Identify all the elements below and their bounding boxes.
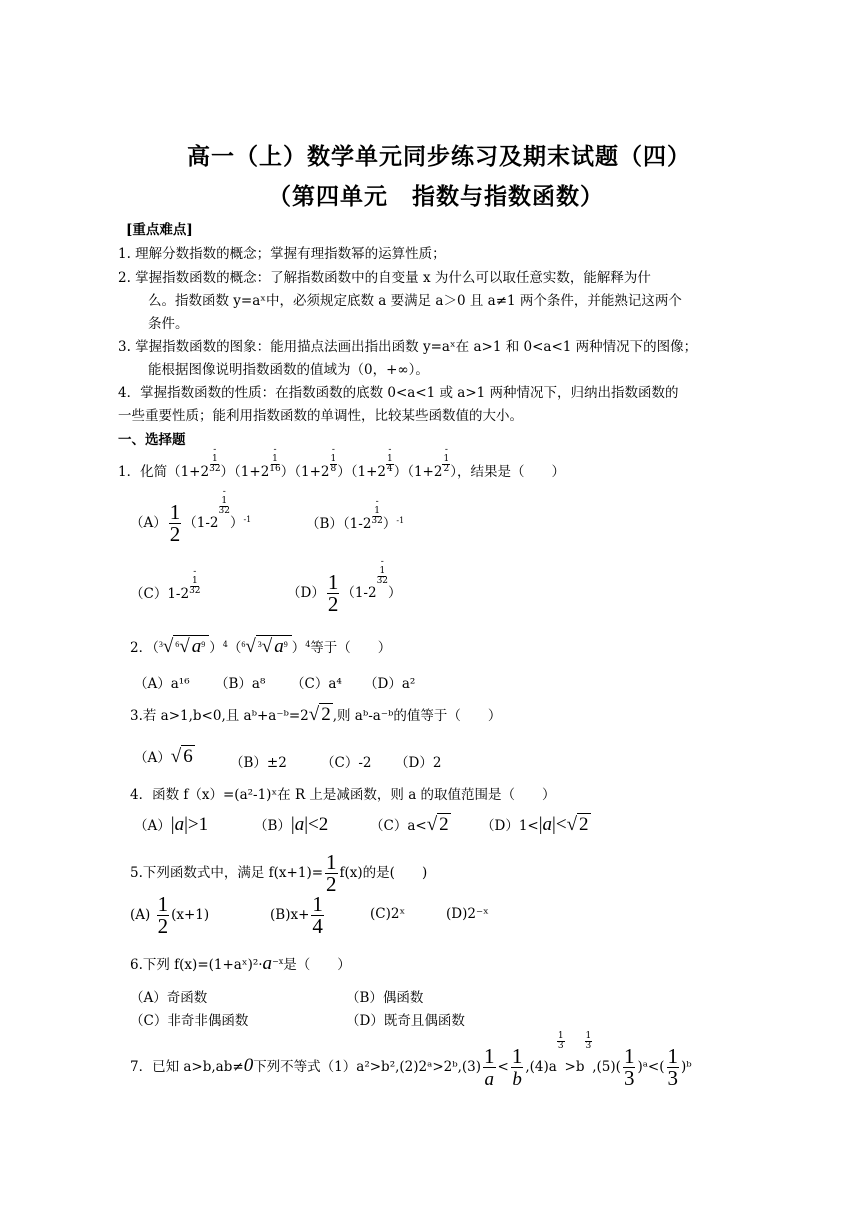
q3-option-d: （D）2: [395, 755, 442, 771]
q2-option-d: （D）a²: [364, 676, 416, 692]
q5-option-d: (D)2⁻ˣ: [446, 906, 489, 922]
key-point-2-end: 条件。: [148, 316, 189, 332]
q5-option-c: (C)2ˣ: [370, 906, 406, 922]
question-5: 5.下列函数式中，满足 f(x+1)= $\frac{1}{2}$ f(x)的是( ): [130, 850, 428, 896]
q5-option-b: (B)x+ $\frac{1}{4}$: [270, 892, 323, 938]
q6-option-b: （B）偶函数: [346, 990, 424, 1006]
page-subtitle: （第四单元 指数与指数函数）: [268, 183, 604, 210]
q6-option-c: （C）非奇非偶函数: [130, 1013, 249, 1029]
question-3: 3.若 a>1,b<0,且 aᵇ+a⁻ᵇ=2√ 2 ,则 aᵇ-a⁻ᵇ的值等于（ ）: [130, 704, 502, 725]
q1-option-c: （C）1-2- 1 32: [130, 567, 201, 602]
q3-option-b: （B）±2: [230, 755, 287, 771]
question-7: 7．已知 a>b,ab≠0下列不等式（1）a²>b²,(2)2ᵃ>2ᵇ,(3) $\frac{1}{a}$ < $\frac{1}{b}$ ,(4)a $\frac{1}{3}$ >b $\frac{1}{3}$ ,(5)( $\frac{1}{3}$ )ᵃ<( $\frac{1}{3}$ )ᵇ: [130, 1031, 692, 1090]
key-point-3: 3. 掌握指数函数的图象：能用描点法画出指出函数 y=aˣ在 a>1 和 0<a<1 两种情况下的图像；: [118, 339, 698, 355]
key-points-heading: [重点难点]: [126, 222, 193, 238]
q1-option-d: （D） $\frac{1}{2}$ （1-2- 1 32 ）: [287, 557, 402, 616]
key-point-4: 4．掌握指数函数的性质：在指数函数的底数 0<a<1 或 a>1 两种情况下，归纳出指数函数的: [118, 385, 679, 401]
q3-option-c: （C）-2: [321, 755, 372, 771]
q3-option-a: （A）√ 6: [134, 746, 193, 767]
q4-option-c: （C）a<√ 2: [370, 814, 449, 835]
q4-option-b: （B）|a|<2: [254, 814, 329, 835]
question-6: 6.下列 $f(x)=(1+aˣ)^2\cdot a^{-x}$是（ ）: [130, 953, 351, 974]
question-4: 4．函数 f（x）=(a²-1)ˣ在 R 上是减函数，则 a 的取值范围是（ ）: [130, 787, 556, 803]
q1-stem-prefix: 1．化简（1+2: [118, 464, 210, 480]
key-point-1: 1. 理解分数指数的概念；掌握有理指数幂的运算性质；: [118, 246, 446, 262]
key-point-2-cont: 么。指数函数 y=aˣ中，必须规定底数 a 要满足 a＞0 且 a≠1 两个条件，并能熟记这两个: [148, 293, 682, 309]
q6-option-a: （A）奇函数: [130, 990, 208, 1006]
key-point-2: 2. 掌握指数函数的概念：了解指数函数中的自变量 x 为什么可以取任意实数，能解释为什: [118, 270, 651, 286]
q4-option-d: （D）1<|a|<√ 2: [481, 814, 589, 835]
q6-option-d: （D）既奇且偶函数: [346, 1013, 465, 1029]
question-1: 1．化简（1+2- 1 32 ）（1+2- 1 16 ）（1+2- 1 8 ）（1+2- 1 4 ）（1+2- 1 2 ），结果是（ ）: [118, 445, 565, 480]
key-point-3-cont: 能根据图像说明指数函数的值域为（0，+∞）。: [148, 362, 429, 378]
page-title: 高一（上）数学单元同步练习及期末试题（四）: [187, 143, 691, 170]
q2-option-a: （A）a¹⁶: [134, 676, 190, 692]
q2-option-b: （B）a⁸: [215, 676, 266, 692]
q2-option-c: （C）a⁴: [291, 676, 342, 692]
q1-option-a: （A） $\frac{1}{2}$ （1-2- 1 32 ）$^{-1}$: [130, 487, 252, 546]
q5-option-a: (A) $\frac{1}{2}$ (x+1): [130, 892, 210, 938]
q1-option-b: （B）（1-2- 1 32 ）$^{-1}$: [306, 497, 405, 532]
q4-option-a: （A）|a|>1: [134, 814, 209, 835]
q1-stem-suffix: ），结果是（ ）: [450, 464, 565, 480]
question-2: 2．（$^3$√ $^6$√ $a^9$ ）$^4$（$^6$√ $^3$√ $a^9$ ）$^4$等于（ ）: [130, 636, 392, 657]
exponent: - 1 32: [209, 445, 221, 474]
key-point-4-cont: 一些重要性质；能利用指数函数的单调性，比较某些函数值的大小。: [118, 408, 523, 424]
section-choice-heading: 一、选择题: [118, 432, 186, 448]
